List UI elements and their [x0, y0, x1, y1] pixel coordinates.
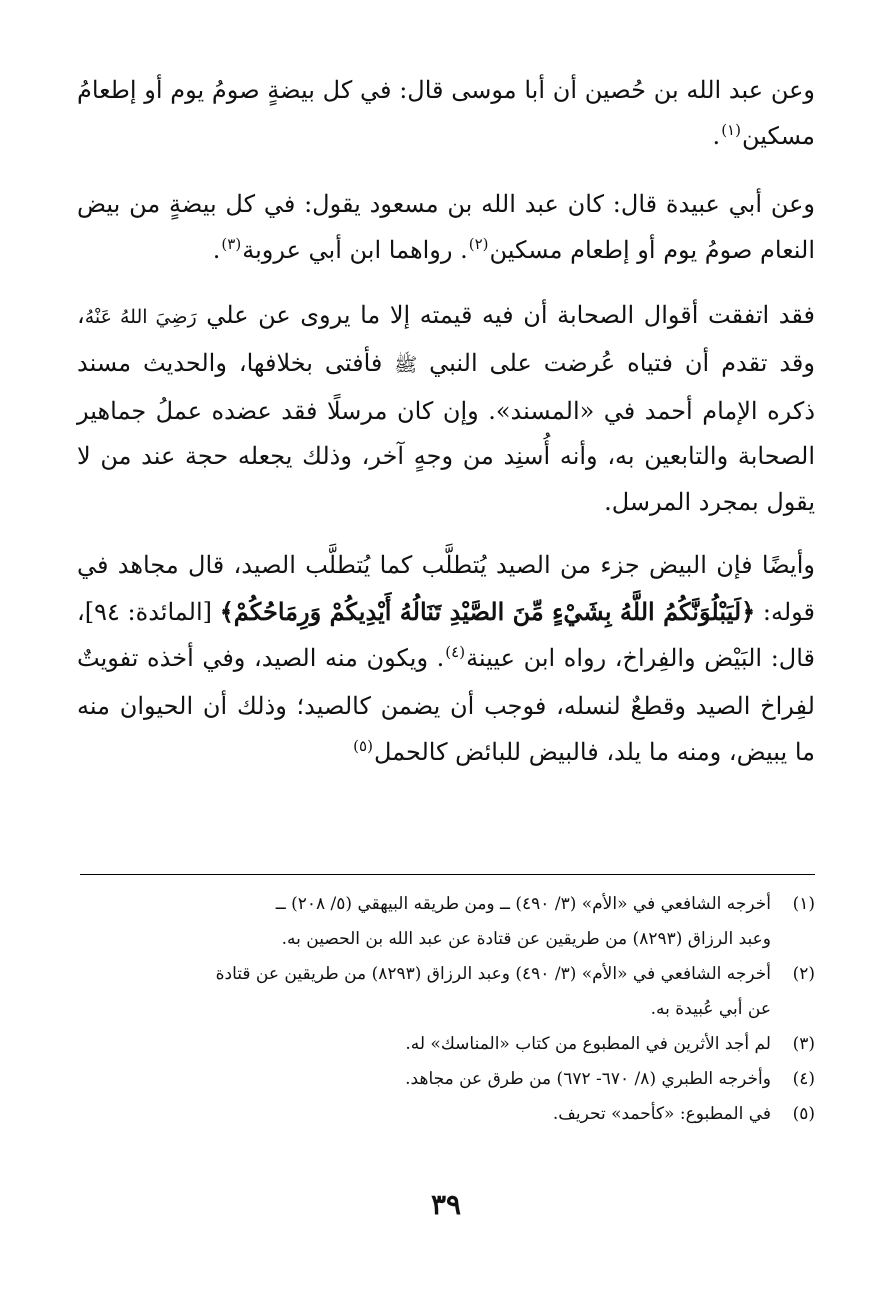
paragraph-2-text-a: وعن أبي عبيدة قال: كان عبد الله بن مسعود يقول: في كل بيضةٍ من بيض النعام صومُ يوم أو إطعام مسكين — [77, 190, 815, 264]
paragraph-1-text: وعن عبد الله بن حُصين أن أبا موسى قال: في كل بيضةٍ صومُ يوم أو إطعامُ مسكين — [77, 76, 815, 150]
page-number: ٣٩ — [430, 1188, 462, 1221]
footnote-ref-1[interactable]: (١) — [721, 120, 741, 139]
paragraph-3-text-b: ، وقد تقدم أن فتياه عُرضت على النبي — [77, 301, 815, 377]
footnote-separator — [80, 874, 815, 875]
footnote-ref-3[interactable]: (٣) — [221, 234, 242, 253]
main-text — [77, 68, 815, 778]
footnote-text: في المطبوع: «كأحمد» تحريف. — [552, 1104, 771, 1124]
paragraph-3 — [77, 293, 815, 525]
paragraph-3-text-a: فقد اتفقت أقوال الصحابة أن فيه قيمته إلا ما يروى عن علي — [206, 301, 815, 330]
footnote-2 — [77, 957, 815, 1027]
honorific-radiyallahu-anhu: رَضِيَ اللهُ عَنْهُ — [84, 306, 197, 329]
footnote-text: أخرجه الشافعي في «الأم» (٣/ ٤٩٠) وعبد الرزاق (٨٢٩٣) من طريقين عن قتادة — [215, 964, 771, 984]
paragraph-1-end: . — [712, 121, 721, 150]
footnote-continuation: عن أبي عُبيدة به. — [650, 999, 771, 1019]
footnote-3 — [77, 1027, 815, 1062]
footnote-text: أخرجه الشافعي في «الأم» (٣/ ٤٩٠) ــ ومن طريقه البيهقي (٥/ ٢٠٨) ــ — [275, 894, 771, 914]
honorific-salawat: ﷺ — [394, 353, 418, 376]
paragraph-3-text-c: فأفتى بخلافها، والحديث مسند ذكره الإمام أحمد في «المسند». وإن كان مرسلًا فقد عضده عملُ جماهير الصحابة والتابعين به، وأنه أُسنِد من وجهٍ آخر، وذلك يجعله حجة عند من لا يقول بمجرد المرسل. — [77, 348, 816, 516]
footnote-number: (١) — [792, 894, 815, 914]
footnote-ref-5[interactable]: (٥) — [353, 736, 373, 755]
paragraph-2 — [77, 182, 815, 276]
paragraph-4 — [77, 543, 815, 778]
footnote-5 — [77, 1097, 815, 1132]
paragraph-1 — [77, 68, 815, 162]
paragraph-2-text-b: . رواهما ابن أبي عروبة — [242, 235, 468, 264]
paragraph-2-end: . — [212, 235, 221, 264]
footnote-4 — [77, 1062, 815, 1097]
footnote-number: (٣) — [792, 1034, 815, 1054]
footnote-text: وأخرجه الطبري (٨/ ٦٧٠- ٦٧٢) من طرق عن مجاهد. — [405, 1069, 771, 1089]
footnote-number: (٢) — [792, 964, 815, 984]
paragraph-4-text-a: وأيضًا فإن البيض جزء من الصيد يُتطلَّب كما يُتطلَّب الصيد، قال مجاهد في قوله: — [77, 551, 815, 626]
footnote-text: لم أجد الأثرين في المطبوع من كتاب «المناسك» له. — [405, 1034, 771, 1054]
footnote-1 — [77, 887, 815, 957]
footnote-continuation: وعبد الرزاق (٨٢٩٣) من طريقين عن قتادة عن عبد الله بن الحصين به. — [281, 929, 771, 949]
footnote-number: (٤) — [792, 1069, 815, 1089]
paragraph-4-text-c: . ويكون منه الصيد، وفي أخذه تفويتٌ لفِراخ الصيد وقطعٌ لنسله، فوجب أن يضمن كالصيد؛ وذلك أن الحيوان منه ما يبيض، ومنه ما يلد، فالبيض للبائض كالحمل — [77, 643, 815, 766]
footnote-ref-4[interactable]: (٤) — [445, 642, 466, 661]
footnote-number: (٥) — [792, 1104, 815, 1124]
quran-verse: ﴿لَيَبْلُوَنَّكُمُ اللَّهُ بِشَيْءٍ مِّنَ الصَّيْدِ تَنَالُهُ أَيْدِيكُمْ وَرِمَاحُكُمْ﴾ — [219, 596, 756, 626]
paragraph-4-text-b: [المائدة: ٩٤]، قال: البَيْض والفِراخ، رواه ابن عيينة — [77, 597, 816, 672]
footnotes — [77, 887, 815, 1132]
footnote-ref-2[interactable]: (٢) — [468, 234, 489, 253]
